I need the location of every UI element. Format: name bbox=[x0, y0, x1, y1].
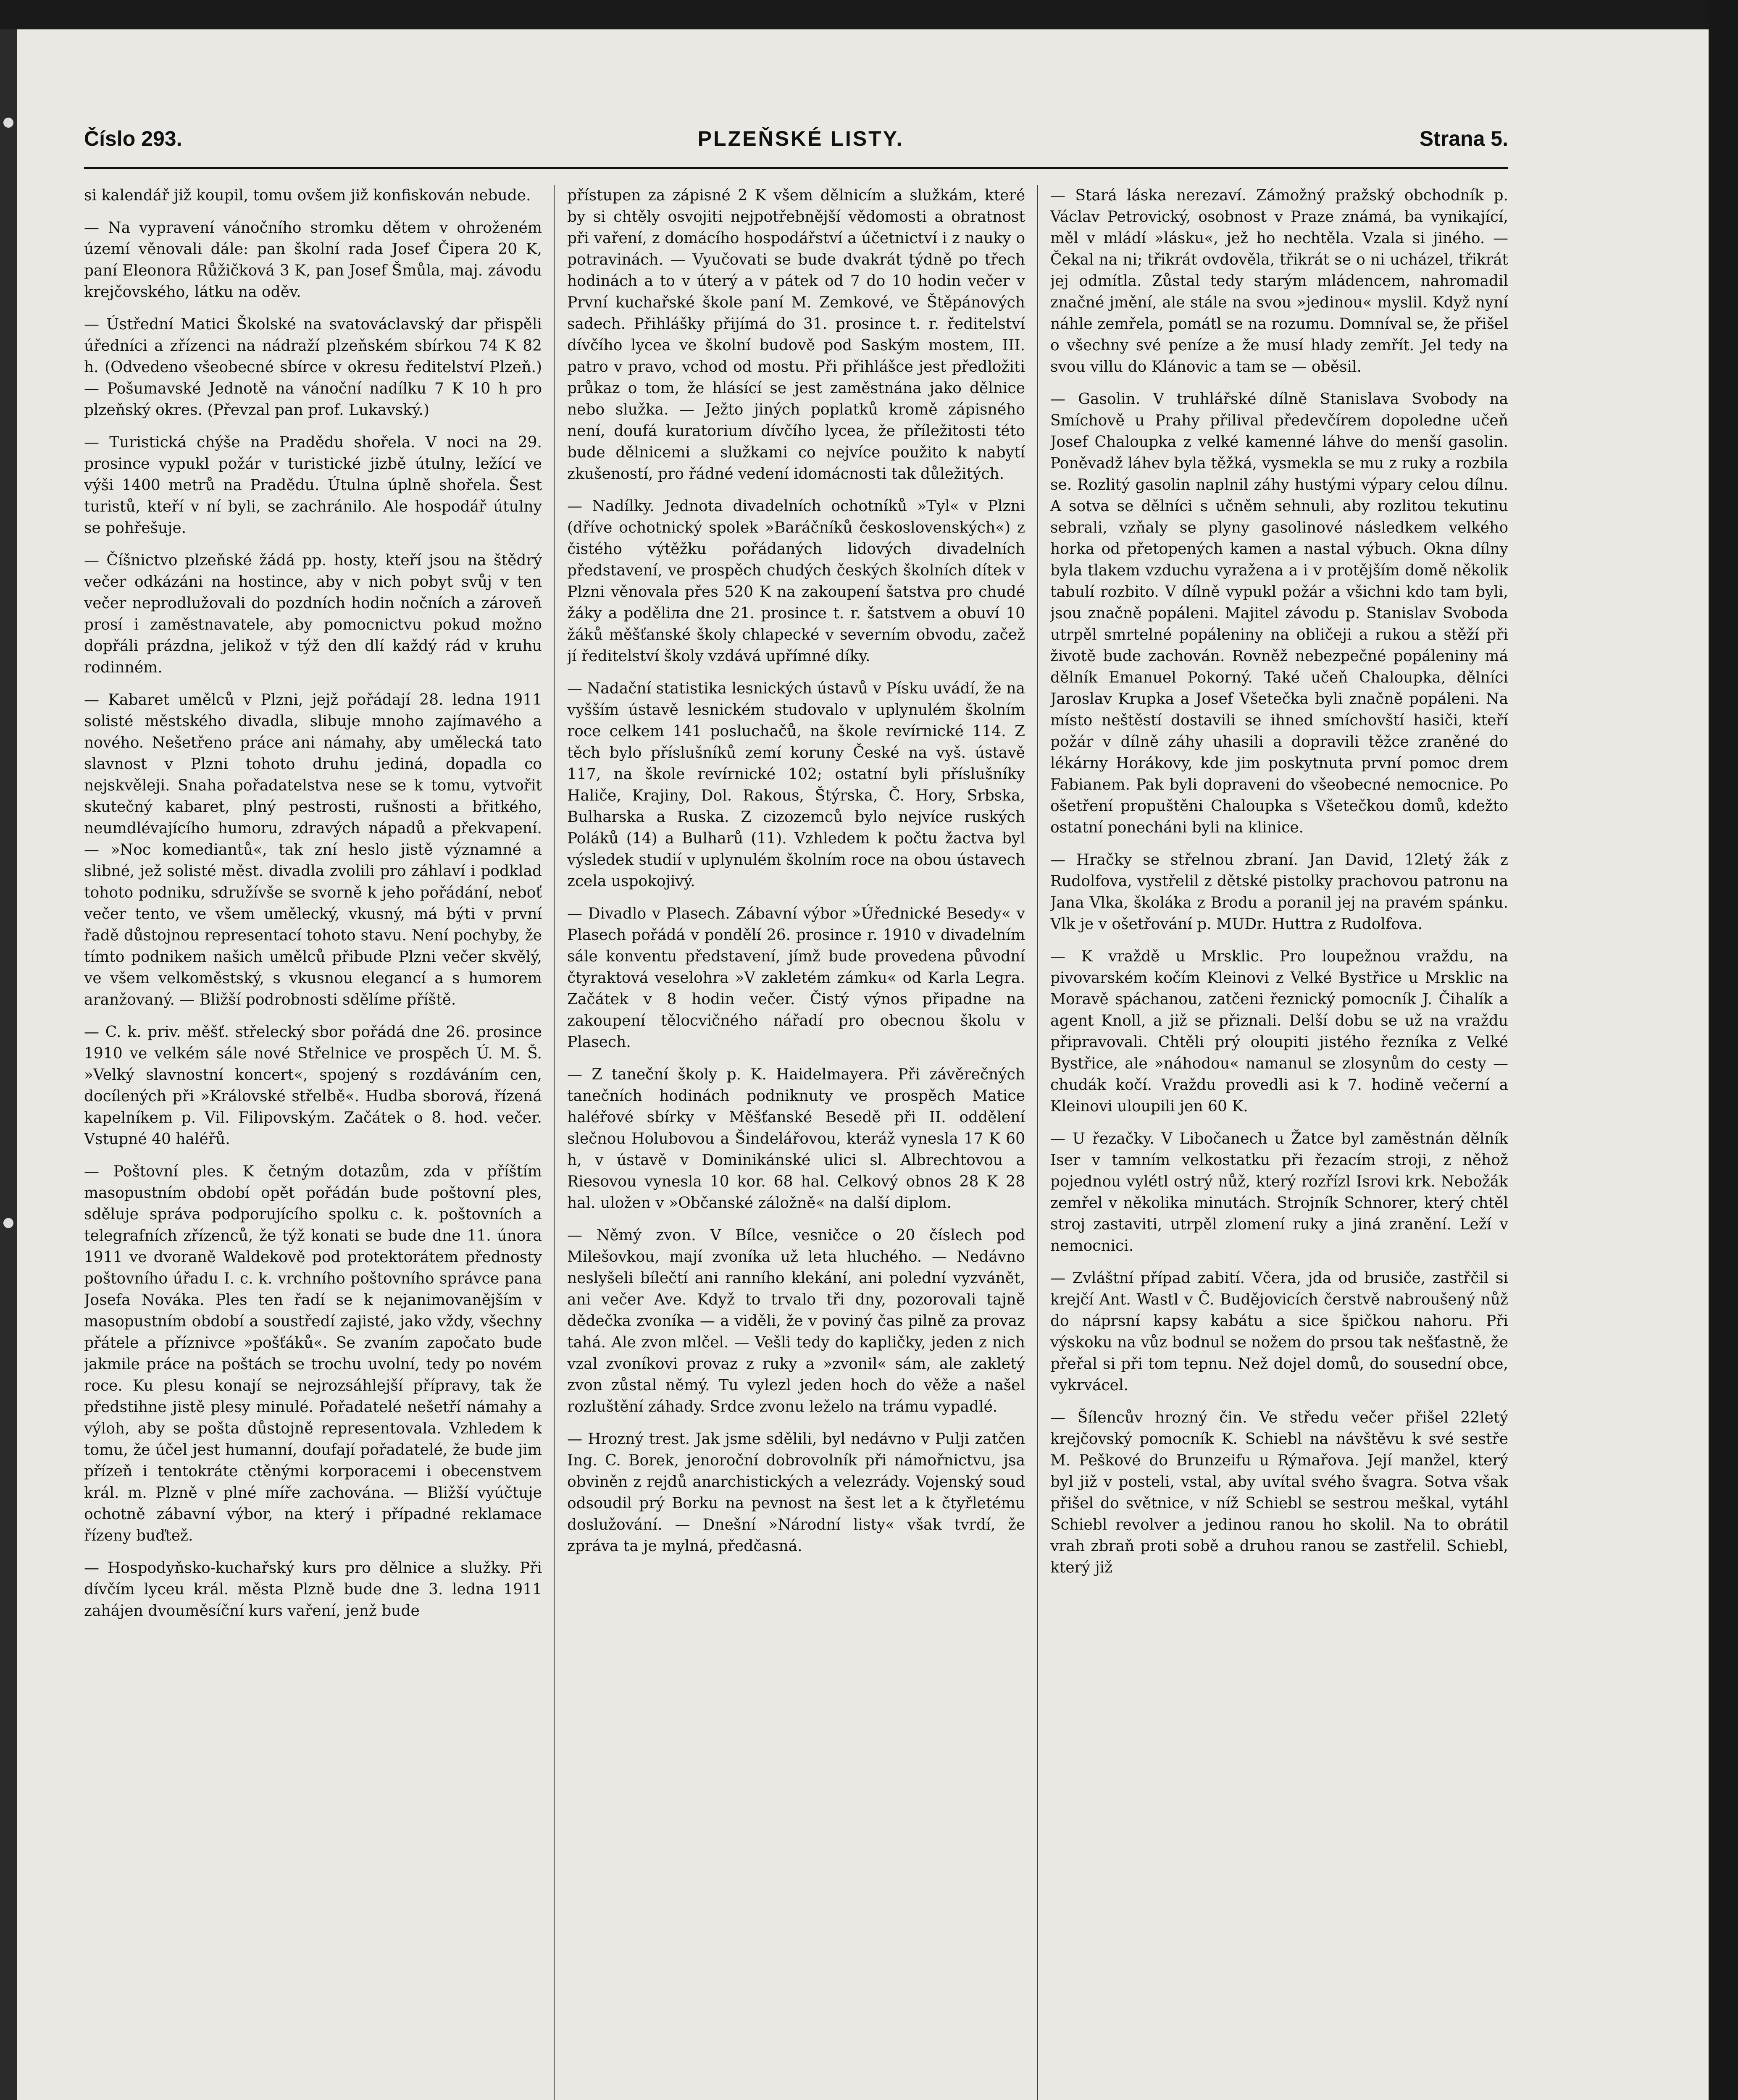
issue-number: Číslo 293. bbox=[84, 127, 182, 150]
article-paragraph: — Hrozný trest. Jak jsme sdělili, byl nedávno v Pulji zatčen Ing. C. Borek, jenoroční dobrovolník při námořnictvu, jsa obviněn z rejdů anarchistických a velezrády. Vojenský soud odsoudil prý Borku na pevnost na šest let a k čtyřletému doslužování. — Dnešní »Národní listy« však tvrdí, že zpráva ta je mylná, předčasná. bbox=[567, 1431, 1025, 1555]
column-2 bbox=[567, 185, 1025, 2100]
article-paragraph: — Hospodyňsko-kuchařský kurs pro dělnice a služky. Při dívčím lyceu král. města Plzně bude dne 3. ledna 1911 zahájen dvouměsíční kurs vaření, jenž bude bbox=[84, 1559, 542, 1620]
scan-border-left bbox=[0, 29, 17, 2100]
column-divider bbox=[1037, 185, 1038, 2100]
article-paragraph: — Ústřední Matici Školské na svatováclavský dar přispěli úředníci a zřízenci na nádraží plzeňském sbírkou 74 K 82 h. (Odvedeno všeobecné sbírce v okresu ředitelství Plzeň.) — Pošumavské Jednotě na vánoční nadílku 7 K 10 h pro plzeňský okres. (Převzal pan prof. Lukavský.) bbox=[84, 316, 542, 419]
binding-hole bbox=[3, 1218, 13, 1228]
newspaper-page bbox=[84, 122, 1508, 2100]
article-paragraph: — Číšnictvo plzeňské žádá pp. hosty, kteří jsou na štědrý večer odkázáni na hostince, aby v nich pobyt svůj v ten večer neprodlužovali do pozdních hodin nočních a zároveň prosí i zaměstnavatele, aby pomocnictvu pokud možno dopřáli prázdna, jelikož v týž den dlí každý rád v kruhu rodinném. bbox=[84, 552, 542, 676]
article-paragraph: — Němý zvon. V Bílce, vesničce o 20 číslech pod Milešovkou, mají zvoníka už leta hluchého. — Nedávno neslyšeli bílečtí ani ranního klekání, ani polední vyzvánět, ani večer Ave. Když to trvalo tři dny, pozorovali tajně dědečka zvoníka — a viděli, že v poviný čas pilně za provaz tahá. Ale zvon mlčel. — Vešli tedy do kapličky, jeden z nich vzal zvoníkovi provaz z ruky a »zvonil« sám, ale zakletý zvon zůstal němý. Tu vylezl jeden hoch do věže a našel rozluštění záhady. Srdce zvonu leželo na trámu vypadlé. bbox=[567, 1227, 1025, 1415]
article-paragraph: — U řezačky. V Libočanech u Žatce byl zaměstnán dělník Iser v tamním velkostatku při řezacím stroji, z něhož pojednou vylétl ostrý nůž, který rozřízl Isrovi krk. Nebožák zemřel v několika minutách. Strojník Schnorer, který chtěl stroj zastaviti, utrpěl zlomení ruky a jiná zranění. Leží v nemocnici. bbox=[1050, 1130, 1508, 1255]
article-paragraph: — Z taneční školy p. K. Haidelmayera. Při závěrečných tanečních hodinách podniknuty ve prospěch Matice haléřové sbírky v Měšťanské Besedě při II. oddělení slečnou Holubovou a Šindelářovou, kteráž vynesla 17 K 60 h, v ústavě v Dominikánské ulici sl. Albrechtovou a Riesovou vynesla 10 kor. 68 hal. Celkový obnos 28 K 28 hal. uložen v »Občanské záložně« na další diplom. bbox=[567, 1066, 1025, 1212]
article-paragraph: — Šílencův hrozný čin. Ve středu večer přišel 22letý krejčovský pomocník K. Schiebl na návštěvu k své sestře M. Peškové do Brunzeifu u Rýmařova. Její manžel, který byl již v posteli, vstal, aby uvítal svého švagra. Sotva však přišel do světnice, v níž Schiebl se sestrou meškal, vytáhl Schiebl revolver a jedinou ranou ho skolil. Na to obrátil vrah zbraň proti sobě a druhou ranou se zastřelil. Schiebl, který již bbox=[1050, 1409, 1508, 1576]
column-divider bbox=[554, 185, 555, 2100]
article-paragraph: si kalendář již koupil, tomu ovšem již konfiskován nebude. bbox=[84, 187, 531, 204]
article-paragraph: — Turistická chýše na Pradědu shořela. V noci na 29. prosince vypukl požár v turistické jizbě útulny, ležící ve výši 1400 metrů na Pradědu. Útulna úplně shořela. Šest turistů, kteří v ní byli, se zachránilo. Ale hospodář útulny se pohřešuje. bbox=[84, 434, 542, 537]
article-paragraph: — Poštovní ples. K četným dotazům, zda v příštím masopustním období opět pořádán bude poštovní ples, sděluje správa podporujícího spolku c. k. poštovních a telegrafních zřízenců, že týž konati se bude dne 11. února 1911 ve dvoraně Waldekově pod protektorátem přednosty poštovního úřadu I. c. k. vrchního poštovního správce pana Josefa Nováka. Ples ten řadí se k nejanimovanějším v masopustním období a soustředí zajisté, jako vždy, všechny přátele a příznivce »pošťáků«. Se zvaním započato bude jakmile práce na poštách se trochu uvolní, tedy po novém roce. Ku plesu konají se nejrozsáhlejší přípravy, tak že předstihne jistě plesy minulé. Pořadatelé nešetří námahy a výloh, aby se pošta důstojně representovala. Vzhledem k tomu, že účel jest humanní, doufají pořadatelé, že bude jim přízeň i tentokráte ctěnými korporacemi i obecenstvem král. m. Plzně v plné míře zachována. — Bližší vyúčtuje ochotně zábavní výbor, na který i případné reklamace řízeny buďtež. bbox=[84, 1163, 542, 1544]
scan-border-top bbox=[0, 0, 1738, 29]
article-paragraph: přístupen za zápisné 2 K všem dělnicím a služkám, které by si chtěly osvojiti nejpotřebnější vědomosti a obratnost při vaření, z domácího hospodářství a účetnictví i z nauky o potravinách. — Vyučovati se bude dvakrát týdně po třech hodinách a to v úterý a v pátek od 7 do 10 hodin večer v První kuchařské škole paní M. Zemkové, ve Štěpánových sadech. Přihlášky přijímá do 31. prosince t. r. ředitelství dívčího lycea ve školní budově pod Saským mostem, III. patro v pravo, vchod od mostu. Při přihlášce jest předložiti průkaz o tom, že hlásící se jest zaměstnána jako dělnice nebo služka. — Ježto jiných poplatků kromě zápisného není, doufá kuratorium dívčího lycea, že příležitosti této bude dělnicemi a služkami co nejvíce použito k nabytí zkušeností, pro řádné vedení idomácnosti tak důležitých. bbox=[567, 187, 1025, 483]
article-columns bbox=[84, 185, 1508, 2100]
scan-border-right bbox=[1709, 0, 1738, 2100]
article-paragraph: — Nadační statistika lesnických ústavů v Písku uvádí, že na vyšším ústavě lesnickém studovalo v uplynulém školním roce celkem 141 posluchačů, na škole revírnické 114. Z těch bylo příslušníků zemí koruny České na vyš. ústavě 117, na škole revírnické 102; ostatní byli příslušníky Haliče, Krajiny, Dol. Rakous, Štýrska, Č. Hory, Srbska, Bulharska a Ruska. Z cizozemců bylo nejvíce ruských Poláků (14) a Bulharů (11). Vzhledem k počtu žactva byl výsledek studií v uplynulém školním roce na obou ústavech zcela uspokojivý. bbox=[567, 680, 1025, 890]
article-paragraph: — Gasolin. V truhlářské dílně Stanislava Svobody na Smíchově u Prahy přilival předevčírem dopoledne učeň Josef Chaloupka z velké kamenné láhve do menší gasolin. Poněvadž láhev byla těžká, vysmekla se mu z ruky a rozbila se. Rozlitý gasolin naplnil záhy hustými výpary celou dílnu. A sotva se dělníci s učněm sehnuli, aby rozlitou tekutinu sebrali, vzňaly se plyny gasolinové následkem velkého horka od přetopených kamen a nastal výbuch. Okna dílny byla tlakem vzduchu vyražena a i v protějším domě několik tabulí rozbito. V dílně vypukl požár a všichni kdo tam byli, jsou značně popáleni. Majitel závodu p. Stanislav Svoboda utrpěl smrtelné popáleniny na obličeji a rukou a stěží při životě bude zachován. Rovněž nebezpečné popáleniny má dělník Emanuel Pokorný. Také učeň Chaloupka, dělníci Jaroslav Krupka a Josef Všetečka byli značně popáleni. Na místo neštěstí dostavili se ihned smíchovští hasiči, kteří požár v dílně záhy uhasili a dopravili těžce zraněné do lékárny Horákovy, kde jim poskytnuta první pomoc drem Fabianem. Pak byli dopraveni do všeobecné nemocnice. Po ošetření propuštěni Chaloupka s Všetečkou domů, kdežto ostatní ponecháni byli na klinice. bbox=[1050, 391, 1508, 836]
page-header bbox=[84, 122, 1508, 155]
article-paragraph: — Stará láska nerezaví. Zámožný pražský obchodník p. Václav Petrovický, osobnost v Praze známá, ba vynikající, měl v mládí »lásku«, jež ho nechtěla. Vzala si jiného. — Čekal na ni; třikrát ovdověla, třikrát se o ni ucházel, třikrát jej odmítla. Zůstal tedy starým mládencem, nahromadil značné jmění, ale stále na svou »jedinou« myslil. Když nyní náhle zemřela, pomátl se na rozumu. Domníval se, že přišel o všechny své peníze a že musí hlady zemřít. Jel tedy na svou villu do Klánovic a tam se — oběsil. bbox=[1050, 187, 1508, 375]
column-1 bbox=[84, 185, 542, 2100]
article-paragraph: — Divadlo v Plasech. Zábavní výbor »Úřednické Besedy« v Plasech pořádá v pondělí 26. prosince r. 1910 v divadelním sále konventu představení, jímž bude provedena původní čtyraktová veselohra »V zakletém zámku« od Karla Legra. Začátek v 8 hodin večer. Čistý výnos připadne na zakoupení tělocvičného nářadí pro obecnou školu v Plasech. bbox=[567, 905, 1025, 1051]
article-paragraph: — K vraždě u Mrsklic. Pro loupežnou vraždu, na pivovarském kočím Kleinovi z Velké Bystřice u Mrsklic na Moravě spáchanou, zatčeni řeznický pomocník J. Čihalík a agent Knoll, a již se přiznali. Delší dobu se už na vraždu připravovali. Chtěli prý oloupiti jistého řezníka z Velké Bystřice, ale »náhodou« namanul se zlosynům do cesty — chudák kočí. Vraždu provedli asi k 7. hodině večerní a Kleinovi uloupili jen 60 K. bbox=[1050, 948, 1508, 1115]
article-paragraph: — Zvláštní případ zabití. Včera, jda od brusiče, zastřčil si krejčí Ant. Wastl v Č. Budějovicích čerstvě nabroušený nůž do náprsní kapsy kabátu a sice špičkou nahoru. Při výskoku na vůz bodnul se nožem do prsou tak nešťastně, že přeřal si při tom tepnu. Než dojel domů, do sousední obce, vykrvácel. bbox=[1050, 1270, 1508, 1394]
newspaper-title: PLZEŇSKÉ LISTY. bbox=[697, 127, 904, 150]
article-paragraph: — C. k. priv. měšť. střelecký sbor pořádá dne 26. prosince 1910 ve velkém sále nové Střelnice ve prospěch Ú. M. Š. »Velký slavnostní koncert«, spojený s rozdáváním cen, docílených při »Královské střelbě«. Hudba sborová, řízená kapelníkem p. Vil. Filipovským. Začátek o 8. hod. večer. Vstupné 40 haléřů. bbox=[84, 1024, 542, 1148]
article-paragraph: — Nadílky. Jednota divadelních ochotníků »Tyl« v Plzni (dříve ochotnický spolek »Baráčníků československých«) z čistého výtěžku pořádaných lidových divadelních představení, ve prospěch chudých českých školních dítek v Plzni věnovala přes 520 K na zakoupení šatstva pro chudé žáky a poděliла dne 21. prosince t. r. šatstvem a obuví 10 žáků měšťanské školy chlapecké v severním obvodu, začež jí ředitelství školy vzdává upřímné díky. bbox=[567, 498, 1025, 665]
article-paragraph: — Kabaret umělců v Plzni, jejž pořádají 28. ledna 1911 solisté městského divadla, slibuje mnoho zajímavého a nového. Nešetřeno práce ani námahy, aby umělecká tato slavnost v Plzni tohoto druhu jediná, dopadla co nejskvěleji. Snaha pořadatelstva nese se k tomu, vytvořit skutečný kabaret, plný pestrosti, rušnosti a břitkého, neumdlévajícího humoru, zdravých nápadů a překvapení. — »Noc komediantů«, tak zní heslo jistě významné a slibné, jež solisté měst. divadla zvolili pro záhlaví i podklad tohoto podniku, sdružívše se svorně k jeho pořádání, neboť večer tento, ve všem umělecký, vkusný, má býti v první řadě důstojnou representací tohoto stavu. Není pochyby, že tímto podnikem našich umělců přibude Plzni večer skvělý, ve všem velkoměstský, s vkusnou elegancí a s humorem aranžovaný. — Bližší podrobnosti sdělíme příště. bbox=[84, 691, 542, 1008]
header-rule bbox=[84, 167, 1508, 169]
article-paragraph: — Hračky se střelnou zbraní. Jan David, 12letý žák z Rudolfova, vystřelil z dětské pistolky prachovou patronu na Jana Vlka, školáka z Brodu a poranil jej na pravém spánku. Vlk je v ošetřování p. MUDr. Huttra z Rudolfova. bbox=[1050, 851, 1508, 933]
article-paragraph: — Na vypravení vánočního stromku dětem v ohroženém území věnovali dále: pan školní rada Josef Čipera 20 K, paní Eleonora Růžičková 3 K, pan Josef Šmůla, maj. závodu krejčovského, látku na oděv. bbox=[84, 219, 542, 301]
column-3 bbox=[1050, 185, 1508, 2100]
page-number: Strana 5. bbox=[1419, 127, 1508, 150]
binding-hole bbox=[3, 118, 13, 128]
